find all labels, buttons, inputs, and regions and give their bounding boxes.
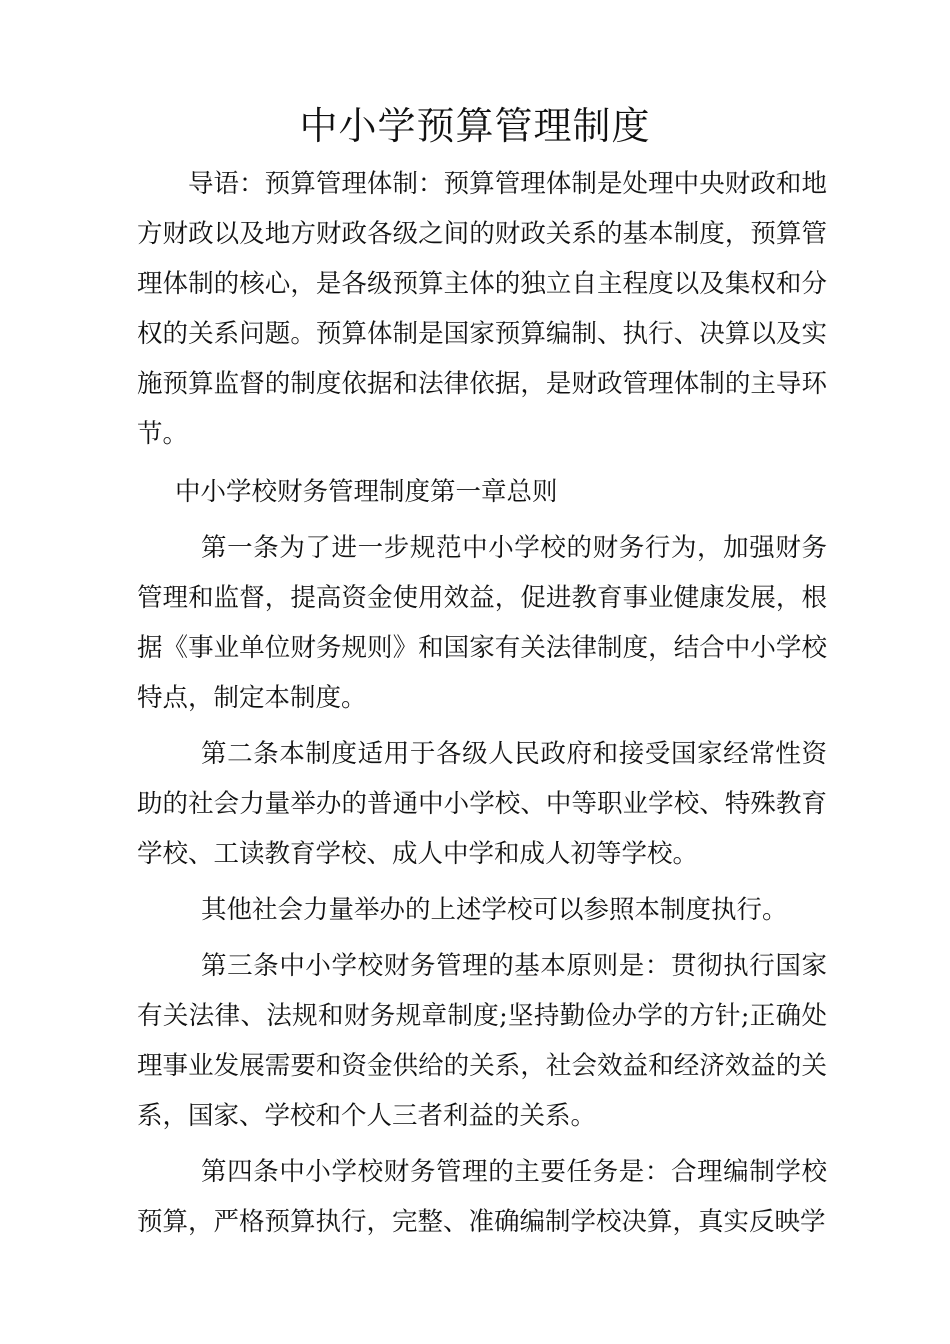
article-1-paragraph: 第一条为了进一步规范中小学校的财务行为，加强财务管理和监督，提高资金使用效益，促进教育事业健康发展，根据《事业单位财务规则》和国家有关法律制度，结合中小学校特点，制定本制度。 [137,533,827,713]
document-title: 中小学预算管理制度 [299,104,651,148]
article-2-supplement-paragraph: 其他社会力量举办的上述学校可以参照本制度执行。 [201,895,788,925]
article-4-paragraph: 第四条中小学校财务管理的主要任务是：合理编制学校预算，严格预算执行，完整、准确编制学校决算，真实反映学 [137,1157,827,1237]
document-body [137,159,827,1247]
article-2-paragraph: 第二条本制度适用于各级人民政府和接受国家经常性资助的社会力量举办的普通中小学校、中等职业学校、特殊教育学校、工读教育学校、成人中学和成人初等学校。 [137,739,827,869]
intro-paragraph: 导语：预算管理体制：预算管理体制是处理中央财政和地方财政以及地方财政各级之间的财政关系的基本制度，预算管理体制的核心，是各级预算主体的独立自主程度以及集权和分权的关系问题。预算体制是国家预算编制、执行、决算以及实施预算监督的制度依据和法律依据，是财政管理体制的主导环节。 [137,169,827,449]
chapter-heading: 中小学校财务管理制度第一章总则 [175,477,558,507]
article-3-paragraph: 第三条中小学校财务管理的基本原则是：贯彻执行国家有关法律、法规和财务规章制度;坚持勤俭办学的方针;正确处理事业发展需要和资金供给的关系，社会效益和经济效益的关系，国家、学校和个人三者利益的关系。 [137,951,827,1131]
